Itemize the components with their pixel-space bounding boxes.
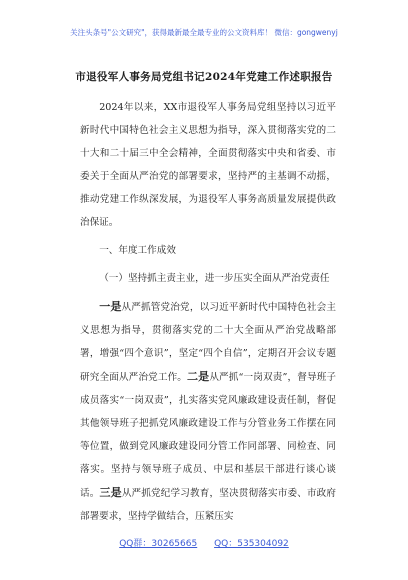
lead-marker-1: 一是 — [99, 300, 122, 313]
footer-contact — [0, 536, 408, 549]
body-text-3: 从严抓党纪学习教育，坚决贯彻落实市委、市政府部署要求，坚持学做结合，压紧压实 — [80, 488, 337, 522]
footer-qq-group: QQ群：30265665 — [119, 539, 198, 549]
body-text-2: 从严抓“一岗双责”，督导班子成员落实“一岗双责”，扎实落实党风廉政建设责任制，督促其他领导班子把抓党风廉政建设工作与分管业务工作摆在同等位置，做到党风廉政建设同分管工作同部署、同检查、同落实。坚持与领导班子成员、中层和基层干部进行谈心谈话。 — [80, 372, 337, 499]
document-title: 市退役军人事务局党组书记2024年党建工作述职报告 — [75, 71, 333, 83]
footer-qq-number: QQ：535304092 — [214, 539, 289, 549]
lead-marker-2: 二是 — [187, 370, 210, 383]
header-banner: 关注头条号"公文研究"，获得最新最全最专业的公文资料库！ 微信：gongwenyj — [70, 28, 338, 37]
lead-marker-3: 三是 — [99, 486, 122, 499]
section-heading: 一、年度工作成效 — [99, 245, 176, 256]
subsection-heading: （一）坚持抓主责主业，进一步压实全面从严治党责任 — [99, 273, 330, 284]
intro-paragraph: 2024年以来，XX市退役军人事务局党组坚持以习近平新时代中国特色社会主义思想为指导，深入贯彻落实党的二十大和二十届三中全会精神，全面贯彻落实中央和省委、市委关于全面从严治党的部署要求，坚持严的主基调不动摇，推动党建工作纵深发展，为退役军人事务高质量发展提供政治保证。 — [80, 102, 336, 228]
body-text-1: 从严抓管党治党，以习近平新时代中国特色社会主义思想为指导，贯彻落实党的二十大全面从严治党战略部署，增强“四个意识”，坚定“四个自信”，定期召开会议专题研究全面从严治党工作。 — [80, 302, 337, 383]
body-paragraph — [80, 295, 336, 528]
document-body — [80, 96, 336, 528]
